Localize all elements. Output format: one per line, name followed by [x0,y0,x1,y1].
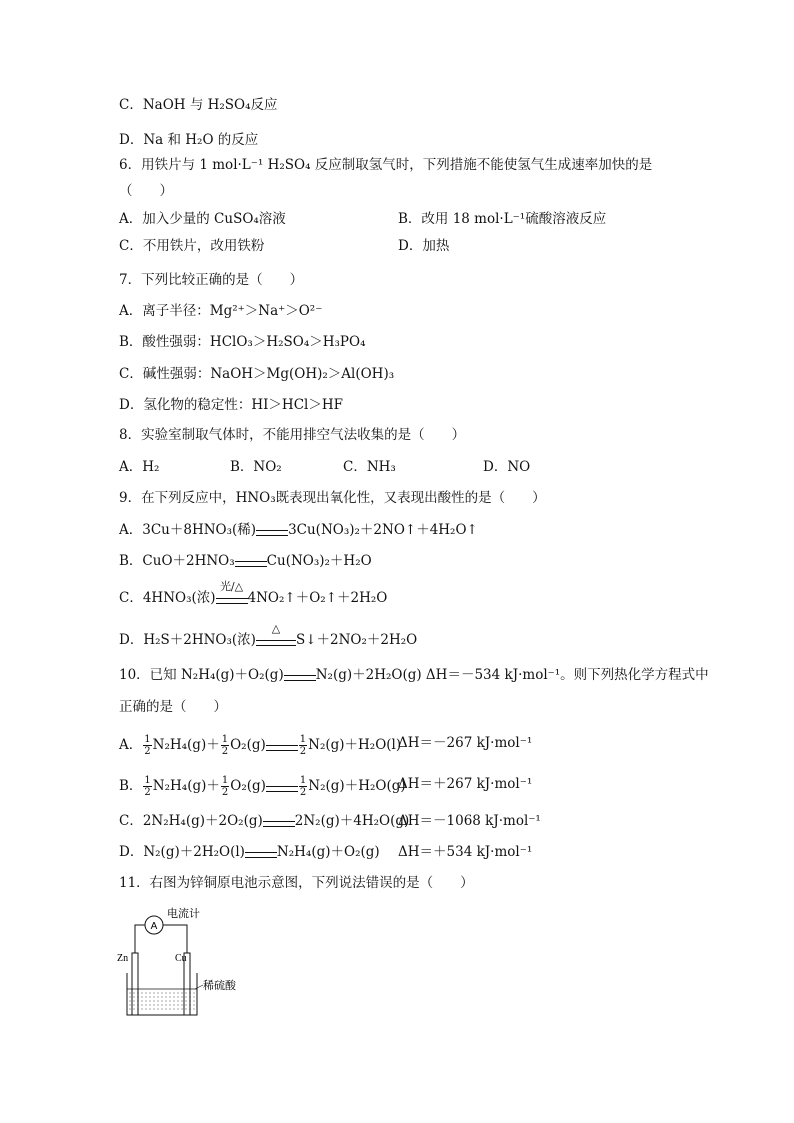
fraction-half: $\frac{1}{2}$ [144,775,151,798]
q8-stem: 8．实验室制取气体时，不能用排空气法收集的是（ ） [119,427,466,443]
q7-option-c: C．碱性强弱：NaOH＞Mg(OH)₂＞Al(OH)₃ [119,366,395,382]
zinc-label: Zn [117,953,129,964]
reaction-condition: △ [271,621,281,635]
wire-left [135,925,145,953]
fraction-half: $\frac{1}{2}$ [221,775,229,798]
q9-b-reactants: B．CuO＋2HNO₃ [119,553,235,569]
q7-stem: 7．下列比较正确的是（ ） [119,272,304,288]
q6-option-c: C．不用铁片，改用铁粉 [119,238,265,254]
q10-c-reactants: C．2N₂H₄(g)＋2O₂(g) [119,813,263,829]
q6-option-b: B．改用 18 mol·L⁻¹硫酸溶液反应 [398,211,607,227]
q9-option-b [119,552,372,571]
q10-b-delta-h: ΔH＝＋267 kJ·mol⁻¹ [398,776,533,792]
q10-stem-line2: 正确的是（ ） [119,699,227,715]
q6-option-a: A．加入少量的 CuSO₄溶液 [119,211,286,227]
q10-a-products: N₂(g)＋H₂O(l) [308,737,402,753]
fraction-half: $\frac{1}{2}$ [299,775,307,798]
q10-d-delta-h: ΔH＝＋534 kJ·mol⁻¹ [398,844,533,860]
q9-c-reactants: C．4HNO₃(浓) [119,590,216,606]
equals-sign [245,844,277,862]
q10-stem [119,666,709,685]
zinc-electrode [132,953,138,1015]
fraction-half: $\frac{1}{2}$ [221,734,229,757]
equals-sign [263,813,295,831]
q7-option-b: B．酸性强弱：HClO₃＞H₂SO₄＞H₃PO₄ [119,334,366,350]
q5-option-c: C．NaOH 与 H₂SO₄反应 [119,97,278,113]
q6-paren: （ ） [119,183,173,199]
q10-stem-reactants: 10．已知 N₂H₄(g)＋O₂(g) [119,667,284,683]
equals-sign [256,522,288,540]
q10-a-label: A． [119,737,143,753]
reaction-condition: 光/△ [219,579,244,593]
q10-b-products: N₂(g)＋H₂O(g) [308,778,406,794]
q10-d-products: N₂H₄(g)＋O₂(g) [276,844,380,860]
q9-d-reactants: D．H₂S＋2HNO₃(浓) [119,632,256,648]
q9-a-reactants: A．3Cu＋8HNO₃(稀) [119,522,257,538]
q10-c-products: 2N₂(g)＋4H₂O(g) [294,813,410,829]
q10-option-c [119,812,409,831]
q9-b-products: Cu(NO₃)₂＋H₂O [266,553,372,569]
fraction-half: $\frac{1}{2}$ [144,734,151,757]
q10-a-o2: O₂(g) [230,737,266,753]
q6-option-d: D．加热 [398,238,450,254]
q9-option-d [119,621,418,650]
q5-option-d: D．Na 和 H₂O 的反应 [119,132,259,148]
equals-sign [266,737,298,755]
equals-sign [266,778,298,796]
equals-sign-with-condition [256,621,296,650]
acid-pointer [195,985,203,989]
fraction-half: $\frac{1}{2}$ [299,734,307,757]
q8-option-b: B．NO₂ [230,459,282,475]
q9-option-c [119,579,388,608]
q9-a-products: 3Cu(NO₃)₂＋2NO↑＋4H₂O↑ [288,522,478,538]
equals-sign [235,553,267,571]
equals-sign [284,667,316,685]
q10-option-a [119,734,401,757]
acid-label: 稀硫酸 [203,979,236,992]
ammeter-symbol: A [150,921,158,932]
q10-stem-products: N₂(g)＋2H₂O(g) ΔH＝－534 kJ·mol⁻¹。则下列热化学方程式中 [315,667,709,683]
copper-label: Cu [175,953,187,964]
q8-option-a: A．H₂ [119,459,160,475]
q10-d-reactants: D．N₂(g)＋2H₂O(l) [119,844,245,860]
galvanic-cell-diagram [117,905,257,1020]
q10-a-n2h4: N₂H₄(g)＋ [152,737,220,753]
ammeter-label: 电流计 [167,907,200,920]
q9-c-products: 4NO₂↑＋O₂↑＋2H₂O [247,590,388,606]
q10-a-delta-h: ΔH＝－267 kJ·mol⁻¹ [398,735,533,751]
wire-right [163,925,187,953]
q7-option-a: A．离子半径：Mg²⁺＞Na⁺＞O²⁻ [119,303,323,319]
q10-c-delta-h: ΔH＝－1068 kJ·mol⁻¹ [398,813,541,829]
q8-option-d: D．NO [483,459,531,475]
q8-option-c: C．NH₃ [343,459,396,475]
q7-option-d: D．氢化物的稳定性：HI＞HCl＞HF [119,397,343,413]
q10-b-n2h4: N₂H₄(g)＋ [152,778,220,794]
q10-b-o2: O₂(g) [230,778,266,794]
q10-option-b [119,775,406,798]
q10-option-d [119,843,380,862]
q10-b-label: B． [119,778,143,794]
q11-stem: 11．右图为锌铜原电池示意图，下列说法错误的是（ ） [119,875,474,891]
q9-stem: 9．在下列反应中，HNO₃既表现出氧化性，又表现出酸性的是（ ） [119,490,546,506]
equals-sign-with-condition [216,579,248,608]
q9-option-a [119,521,478,540]
q9-d-products: S↓＋2NO₂＋2H₂O [295,632,418,648]
q6-stem: 6．用铁片与 1 mol·L⁻¹ H₂SO₄ 反应制取氢气时，下列措施不能使氢气生成速率加快的是 [119,157,653,173]
